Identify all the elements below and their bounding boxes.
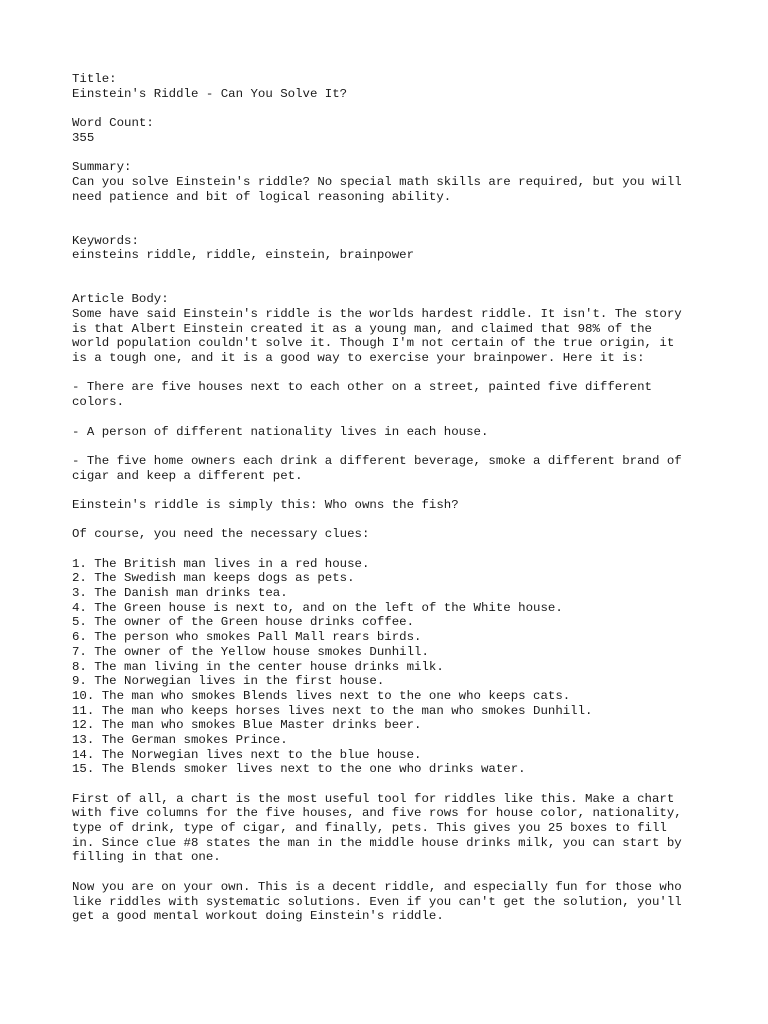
- chart-paragraph-line: First of all, a chart is the most useful tool for riddles like this. Make a chart: [72, 791, 675, 806]
- closing-paragraph-line: get a good mental workout doing Einstein's riddle.: [72, 909, 444, 924]
- clue-item: 13. The German smokes Prince.: [72, 732, 288, 747]
- article-intro-line: world population couldn't solve it. Though I'm not certain of the true origin, it: [72, 336, 675, 351]
- clue-item: 8. The man living in the center house drinks milk.: [72, 659, 444, 674]
- riddle-question: Einstein's riddle is simply this: Who owns the fish?: [72, 497, 459, 512]
- clues-intro: Of course, you need the necessary clues:: [72, 527, 370, 542]
- keywords-value: einsteins riddle, riddle, einstein, brainpower: [72, 248, 415, 263]
- article-intro-line: is that Albert Einstein created it as a young man, and claimed that 98% of the: [72, 321, 652, 336]
- clue-item: 11. The man who keeps horses lives next to the man who smokes Dunhill.: [72, 703, 593, 718]
- word-count-label: Word Count:: [72, 116, 154, 131]
- premise-line: - A person of different nationality lives in each house.: [72, 424, 489, 439]
- document-page: [72, 72, 712, 924]
- clue-item: 6. The person who smokes Pall Mall rears birds.: [72, 630, 422, 645]
- clue-item: 5. The owner of the Green house drinks coffee.: [72, 615, 415, 630]
- premise-line: cigar and keep a different pet.: [72, 468, 303, 483]
- clue-item: 1. The British man lives in a red house.: [72, 556, 370, 571]
- clue-item: 3. The Danish man drinks tea.: [72, 586, 288, 601]
- title-label: Title:: [72, 72, 117, 86]
- article-label: Article Body:: [72, 292, 169, 307]
- chart-paragraph-line: in. Since clue #8 states the man in the middle house drinks milk, you can start by: [72, 835, 682, 850]
- chart-paragraph-line: filling in that one.: [72, 850, 221, 865]
- chart-paragraph-line: with five columns for the five houses, and five rows for house color, nationality,: [72, 806, 682, 821]
- summary-line: need patience and bit of logical reasoning ability.: [72, 189, 452, 204]
- closing-paragraph-line: like riddles with systematic solutions. Even if you can't get the solution, you'll: [72, 894, 682, 909]
- clue-item: 2. The Swedish man keeps dogs as pets.: [72, 571, 355, 586]
- word-count-value: 355: [72, 130, 95, 145]
- article-intro-line: is a tough one, and it is a good way to exercise your brainpower. Here it is:: [72, 351, 645, 366]
- summary-label: Summary:: [72, 160, 132, 175]
- clue-item: 7. The owner of the Yellow house smokes Dunhill.: [72, 644, 429, 659]
- summary-line: Can you solve Einstein's riddle? No special math skills are required, but you will: [72, 174, 682, 189]
- clue-item: 10. The man who smokes Blends lives next to the one who keeps cats.: [72, 688, 571, 703]
- clue-item: 4. The Green house is next to, and on the left of the White house.: [72, 600, 563, 615]
- premise-line: - The five home owners each drink a different beverage, smoke a different brand of: [72, 453, 682, 468]
- premise-line: colors.: [72, 395, 125, 410]
- clue-item: 14. The Norwegian lives next to the blue house.: [72, 747, 422, 762]
- chart-paragraph-line: type of drink, type of cigar, and finally, pets. This gives you 25 boxes to fill: [72, 821, 667, 836]
- keywords-label: Keywords:: [72, 233, 139, 248]
- clue-item: 12. The man who smokes Blue Master drinks beer.: [72, 718, 422, 733]
- closing-paragraph-line: Now you are on your own. This is a decent riddle, and especially fun for those who: [72, 879, 682, 894]
- premise-line: - There are five houses next to each other on a street, painted five different: [72, 380, 652, 395]
- clue-item: 15. The Blends smoker lives next to the one who drinks water.: [72, 762, 526, 777]
- article-intro-line: Some have said Einstein's riddle is the worlds hardest riddle. It isn't. The story: [72, 307, 682, 322]
- title-value: Einstein's Riddle - Can You Solve It?: [72, 86, 348, 101]
- clue-item: 9. The Norwegian lives in the first house.: [72, 674, 385, 689]
